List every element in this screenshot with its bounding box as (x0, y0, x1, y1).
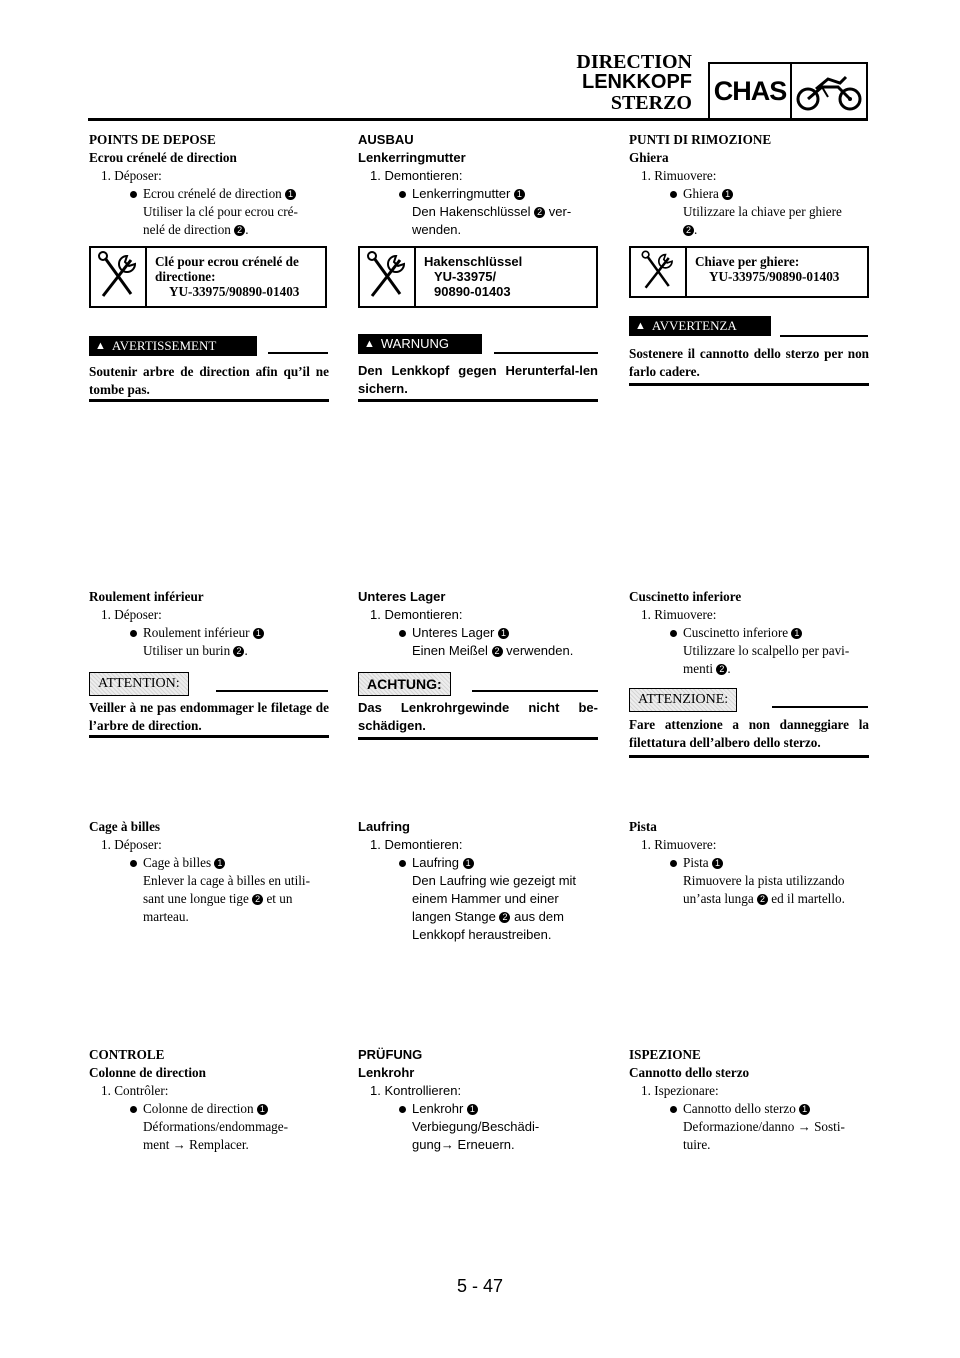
divider (358, 737, 598, 740)
callout-number: 1 (214, 858, 225, 869)
callout-number: 2 (757, 894, 768, 905)
tool-part-number: YU-33975/ (434, 269, 497, 284)
divider (472, 690, 598, 692)
list-item: Unteres Lager 1 (358, 624, 598, 642)
heading: AUSBAU (358, 132, 414, 147)
caution-text: Veiller à ne pas endommager le filetage de l’arbre de direction. (89, 700, 329, 733)
title-direction: DIRECTION (576, 51, 692, 73)
divider (268, 352, 328, 354)
instruction: Utiliser un burin 2 . (143, 643, 248, 658)
bullet-icon (670, 191, 677, 198)
fr-section-lower-bearing (89, 588, 329, 660)
tool-part-number: YU-33975/90890-01403 (709, 269, 840, 284)
divider (494, 352, 598, 354)
bullet-icon (670, 860, 677, 867)
callout-number: 2 (716, 664, 727, 675)
instruction: Deformazione/danno → Sosti- tuire. (683, 1119, 845, 1152)
heading: ISPEZIONE (629, 1047, 701, 1062)
callout-number: 1 (498, 628, 509, 639)
bullet-icon (399, 860, 406, 867)
caution-badge: ACHTUNG: (358, 672, 451, 696)
list-item: Pista 1 (629, 854, 869, 872)
divider (772, 706, 868, 708)
it-section-inspection (629, 1046, 869, 1154)
title-sterzo: STERZO (610, 92, 692, 114)
callout-number: 2 (499, 912, 510, 923)
bullet-icon (130, 860, 137, 867)
step: 1. Contrôler: (101, 1083, 169, 1098)
callout-number: 1 (514, 189, 525, 200)
bullet-icon (399, 630, 406, 637)
bullet-icon (130, 1106, 137, 1113)
instruction: Enlever la cage à billes en utili- sant une longue tige 2 et un marteau. (143, 873, 310, 924)
tool-name: Clé pour ecrou crénelé de (155, 254, 299, 269)
callout-number: 2 (534, 207, 545, 218)
instruction: Utilizzare la chiave per ghiere 2 . (683, 204, 842, 237)
subheading: Roulement inférieur (89, 589, 204, 604)
callout-number: 2 (683, 225, 694, 236)
subheading: Cage à billes (89, 819, 161, 834)
divider (89, 399, 329, 402)
warning-icon: ▲ (95, 340, 106, 352)
page-number: 5 - 47 (456, 1276, 504, 1296)
list-item: Cuscinetto inferiore 1 (629, 624, 869, 642)
bullet-icon (670, 1106, 677, 1113)
divider (89, 735, 329, 738)
warning-icon: ▲ (364, 338, 375, 350)
wrench-icon (91, 248, 147, 306)
fr-section-ball-race (89, 818, 329, 926)
tool-part-number-2: 90890-01403 (434, 284, 511, 299)
list-item: Laufring 1 (358, 854, 598, 872)
title-lenkkopf: LENKKOPF (582, 71, 692, 93)
list-item (89, 185, 329, 203)
instruction: Den Laufring wie gezeigt mit einem Hammer und einer langen Stange 2 aus dem Lenkkopf heraustreiben. (412, 873, 577, 942)
callout-number: 1 (791, 628, 802, 639)
subheading: Cannotto dello sterzo (629, 1065, 750, 1080)
list-item: Roulement inférieur 1 (89, 624, 329, 642)
subheading: Ghiera (629, 150, 669, 165)
heading: CONTROLE (89, 1047, 165, 1062)
fr-section-removal (89, 131, 329, 239)
wrench-icon (631, 248, 687, 296)
callout-number: 1 (285, 189, 296, 200)
list-item: Lenkrohr 1 (358, 1100, 598, 1118)
callout-number: 1 (799, 1104, 810, 1115)
step: 1. Rimuovere: (641, 168, 717, 183)
callout-number: 2 (233, 646, 244, 657)
instruction: Rimuovere la pista utilizzando un’asta lunga 2 ed il martello. (683, 873, 845, 906)
heading: PRÜFUNG (358, 1047, 423, 1062)
warning-text: Sostenere il cannotto dello sterzo per non farlo cadere. (629, 346, 869, 379)
divider (629, 755, 869, 758)
item-label: Ecrou crénelé de direction (143, 186, 282, 201)
step: 1. Déposer: (101, 837, 162, 852)
divider (780, 335, 868, 337)
step: 1. Rimuovere: (641, 607, 717, 622)
list-item: Cannotto dello sterzo 1 (629, 1100, 869, 1118)
step: 1. Demontieren: (370, 837, 463, 852)
de-section-lower-bearing (358, 588, 598, 660)
bullet-icon (399, 1106, 406, 1113)
list-item: Colonne de direction 1 (89, 1100, 329, 1118)
instruction: Verbiegung/Beschädi- gung→ Erneuern. (412, 1119, 540, 1152)
special-tool-box (89, 246, 327, 308)
heading: POINTS DE DEPOSE (89, 132, 216, 147)
step: 1. Ispezionare: (641, 1083, 719, 1098)
subheading: Unteres Lager (358, 589, 446, 604)
fr-section-inspection (89, 1046, 329, 1154)
list-item: Cage à billes 1 (89, 854, 329, 872)
callout-number: 1 (722, 189, 733, 200)
it-section-ball-race (629, 818, 869, 908)
section-code: CHAS (710, 64, 792, 118)
warning-text: Den Lenkkopf gegen Herunterfal-len sichern. (358, 363, 598, 396)
caution-badge: ATTENTION: (89, 672, 189, 696)
subheading: Lenkerringmutter (358, 150, 466, 165)
callout-number: 1 (257, 1104, 268, 1115)
warning-badge: ▲ AVERTISSEMENT (89, 336, 257, 356)
step: 1. Demontieren: (370, 607, 463, 622)
caution-badge: ATTENZIONE: (629, 688, 737, 712)
instruction: Den Hakenschlüssel 2 ver- wenden. (412, 204, 572, 237)
caution-text: Das Lenkrohrgewinde nicht be-schädigen. (358, 700, 598, 733)
callout-number: 2 (234, 225, 245, 236)
callout-number: 2 (492, 646, 503, 657)
warning-badge: ▲ AVVERTENZA (629, 316, 771, 336)
subheading: Cuscinetto inferiore (629, 589, 742, 604)
step: 1. Kontrollieren: (370, 1083, 462, 1098)
instruction: Utilizzare lo scalpello per pavi- menti 2 . (683, 643, 850, 676)
warning-icon: ▲ (635, 320, 646, 332)
de-section-removal (358, 131, 598, 239)
tool-name: Hakenschlüssel (424, 254, 523, 269)
subheading: Laufring (358, 819, 410, 834)
step: 1. Déposer: (101, 168, 162, 183)
de-section-ball-race (358, 818, 598, 944)
callout-number: 1 (463, 858, 474, 869)
step: 1. Déposer: (101, 607, 162, 622)
step: 1. Demontieren: (370, 168, 463, 183)
instruction: Utiliser la clé pour ecrou cré- nelé de direction 2 . (143, 204, 298, 237)
callout-number: 1 (467, 1104, 478, 1115)
warning-badge: ▲ WARNUNG (358, 334, 482, 354)
heading: PUNTI DI RIMOZIONE (629, 132, 772, 147)
section-badge (708, 62, 868, 120)
list-item: Lenkerringmutter 1 (358, 185, 598, 203)
special-tool-box (629, 246, 869, 298)
it-section-lower-bearing (629, 588, 869, 678)
special-tool-box (358, 246, 598, 308)
it-section-removal (629, 131, 869, 239)
warning-text: Soutenir arbre de direction afin qu’il ne tombe pas. (89, 364, 329, 397)
tool-part-number: YU-33975/90890-01403 (169, 284, 300, 299)
bullet-icon (130, 191, 137, 198)
motorcycle-icon (792, 64, 866, 118)
list-item: Ghiera 1 (629, 185, 869, 203)
tool-name-2: directione: (155, 269, 216, 284)
tool-name: Chiave per ghiere: (695, 254, 800, 269)
divider (216, 690, 328, 692)
de-section-inspection (358, 1046, 598, 1154)
subheading: Lenkrohr (358, 1065, 415, 1080)
instruction: Einen Meißel 2 verwenden. (412, 643, 574, 658)
subheading: Colonne de direction (89, 1065, 206, 1080)
bullet-icon (399, 191, 406, 198)
subheading: Pista (629, 819, 657, 834)
subheading: Ecrou crénelé de direction (89, 150, 237, 165)
divider (629, 383, 869, 386)
header-rule (88, 118, 868, 121)
bullet-icon (670, 630, 677, 637)
caution-text: Fare attenzione a non danneggiare la filettatura dell’albero dello sterzo. (629, 717, 869, 750)
callout-number: 1 (712, 858, 723, 869)
wrench-icon (360, 248, 416, 306)
divider (358, 399, 598, 402)
callout-number: 2 (252, 894, 263, 905)
step: 1. Rimuovere: (641, 837, 717, 852)
bullet-icon (130, 630, 137, 637)
instruction: Déformations/endommage- ment → Remplacer. (143, 1119, 289, 1152)
callout-number: 1 (253, 628, 264, 639)
